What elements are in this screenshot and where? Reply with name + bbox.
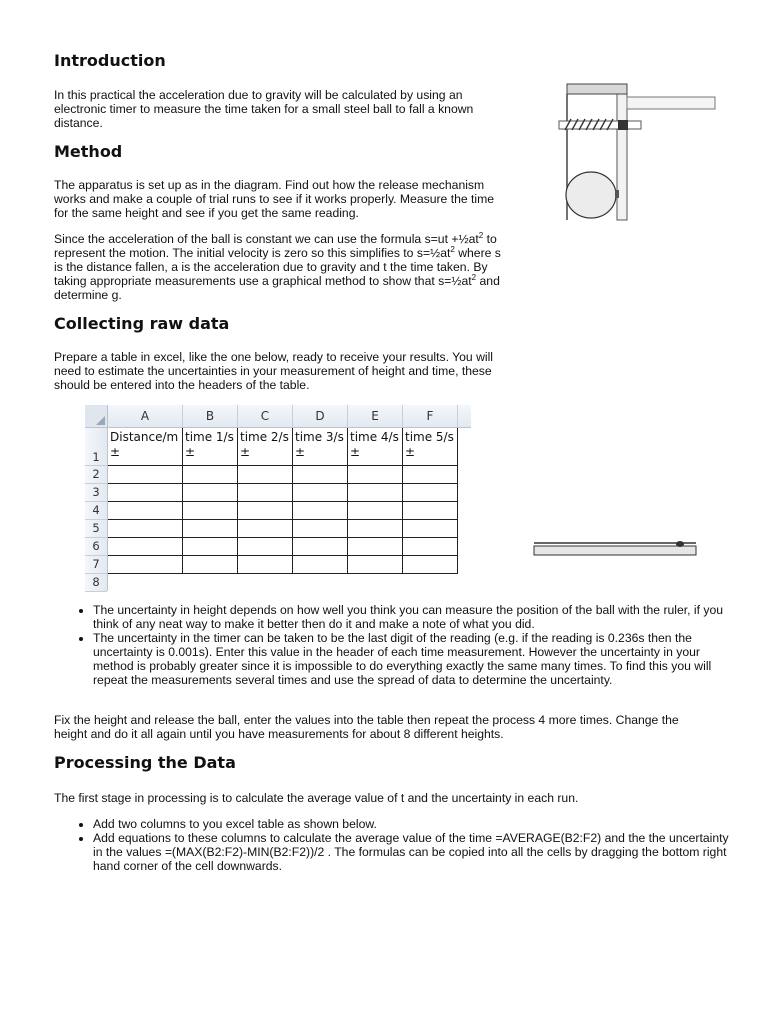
column-header-e[interactable]: E [348, 405, 403, 427]
spreadsheet-cell[interactable] [348, 556, 403, 574]
list-item: • Add two columns to you excel table as shown below. [93, 817, 738, 831]
spreadsheet-cell[interactable] [348, 484, 403, 502]
horizontal-arm [627, 97, 715, 109]
spreadsheet-cell[interactable] [238, 484, 293, 502]
raw-data-bullets [75, 603, 738, 687]
row-header-5[interactable]: 5 [85, 520, 107, 538]
spreadsheet-cell[interactable] [348, 466, 403, 484]
header-cell-time-5[interactable]: time 5/s ± [403, 428, 458, 466]
row-header-6[interactable]: 6 [85, 538, 107, 556]
introduction-paragraph: In this practical the acceleration due to gravity will be calculated by using an electronic timer to measure the time taken for a small steel ball to fall a known distance. [54, 88, 474, 130]
spreadsheet-cell[interactable] [183, 538, 238, 556]
spreadsheet-cell[interactable] [238, 538, 293, 556]
select-all-corner[interactable] [85, 405, 108, 428]
spreadsheet-cell[interactable] [183, 520, 238, 538]
spreadsheet-cell[interactable] [183, 466, 238, 484]
spreadsheet-cell[interactable] [293, 484, 348, 502]
spreadsheet-cell[interactable] [348, 538, 403, 556]
header-cell-time-2[interactable]: time 2/s ± [238, 428, 293, 466]
spreadsheet-cell[interactable] [183, 502, 238, 520]
spreadsheet-cell[interactable] [403, 538, 458, 556]
spreadsheet-cell[interactable] [238, 520, 293, 538]
release-catch [618, 120, 628, 130]
header-cell-distance[interactable]: Distance/m ± [108, 428, 183, 466]
column-header-c[interactable]: C [238, 405, 293, 427]
spreadsheet-cell[interactable] [293, 502, 348, 520]
spreadsheet-cell[interactable] [183, 556, 238, 574]
processing-paragraph: The first stage in processing is to calculate the average value of t and the uncertainty in each run. [54, 791, 579, 805]
spreadsheet-table [85, 405, 471, 591]
row-header-8[interactable]: 8 [85, 574, 107, 592]
apparatus-diagram [555, 80, 720, 222]
header-cell-time-4[interactable]: time 4/s ± [348, 428, 403, 466]
processing-bullets [75, 817, 738, 873]
spreadsheet-cell[interactable] [293, 520, 348, 538]
row-header-4[interactable]: 4 [85, 502, 107, 520]
row-header-2[interactable]: 2 [85, 466, 107, 484]
spreadsheet-cell[interactable] [108, 556, 183, 574]
column-header-f[interactable]: F [403, 405, 458, 427]
spreadsheet-cell[interactable] [108, 484, 183, 502]
header-cell-time-3[interactable]: time 3/s ± [293, 428, 348, 466]
spreadsheet-cell[interactable] [348, 520, 403, 538]
column-header-d[interactable]: D [293, 405, 348, 427]
spreadsheet-cell[interactable] [108, 538, 183, 556]
spreadsheet-cell[interactable] [403, 520, 458, 538]
clamp-block [567, 84, 627, 94]
column-header-a[interactable]: A [108, 405, 183, 427]
processing-heading: Processing the Data [54, 753, 236, 772]
raw-data-paragraph: Prepare a table in excel, like the one below, ready to receive your results. You will need to estimate the uncertainties in your measurement of height and time, these should be entered into the headers of the table. [54, 350, 493, 392]
raw-data-paragraph-2: Fix the height and release the ball, enter the values into the table then repeat the process 4 more times. Change the height and do it all again until you have measurements for about 8 different heights. [54, 713, 679, 741]
spreadsheet-cell[interactable] [403, 502, 458, 520]
spreadsheet-cell[interactable] [108, 574, 183, 592]
steel-ball [566, 172, 616, 218]
spreadsheet-cell[interactable] [293, 538, 348, 556]
spreadsheet-cell[interactable] [403, 466, 458, 484]
release-rod [559, 121, 641, 129]
trapdoor-hinge [676, 541, 684, 547]
spreadsheet-cell[interactable] [293, 466, 348, 484]
spreadsheet-cell[interactable] [348, 574, 403, 592]
list-item: • Add equations to these columns to calculate the average value of the time =AVERAGE(B2:F2) and the the uncertainty in the values =(MAX(B2:F2)-MIN(B2:F2))/2 . The formulas can be copied into all the cells by dragging the bottom right hand corner of the cell downwards. [93, 831, 738, 873]
stand-post [617, 92, 627, 220]
list-item: • The uncertainty in the timer can be taken to be the last digit of the reading (e.g. if the reading is 0.236s then the uncertainty is 0.001s). Enter this value in the header of each time measurement. However the uncertainty in your method is probably greater since it is impossible to do everything exactly the same many times. To find this you will repeat the measurements several times and use the spread of data to determine the uncertainty. [93, 631, 738, 687]
method-paragraph-2: Since the acceleration of the ball is constant we can use the formula $s=ut +\frac{1}{2}at^2$ to represent the motion. The initial velocity is zero so this simplifies to $s=\frac{1}{2}at^2$ where s is the distance fallen, a is the acceleration due to gravity and t the time taken. By taking appropriate measurements use a graphical method to show that $s=\frac{1}{2}at^2$ and determine g. [54, 231, 501, 302]
raw-data-heading: Collecting raw data [54, 314, 230, 333]
spreadsheet-cell[interactable] [183, 574, 238, 592]
introduction-heading: Introduction [54, 51, 166, 70]
method-heading: Method [54, 142, 123, 161]
list-item: • The uncertainty in height depends on how well you think you can measure the position of the ball with the ruler, if you think of any neat way to make it better then do it and make a note of what you did. [93, 603, 738, 631]
spreadsheet-cell[interactable] [403, 574, 458, 592]
spreadsheet-cell[interactable] [238, 502, 293, 520]
row-header-7[interactable]: 7 [85, 556, 107, 574]
spreadsheet-cell[interactable] [238, 574, 293, 592]
header-cell-time-1[interactable]: time 1/s ± [183, 428, 238, 466]
spreadsheet-cell[interactable] [403, 556, 458, 574]
spreadsheet-cell[interactable] [108, 502, 183, 520]
spreadsheet-cell[interactable] [293, 574, 348, 592]
spreadsheet-cell[interactable] [348, 502, 403, 520]
spreadsheet-cell[interactable] [108, 520, 183, 538]
method-paragraph-1: The apparatus is set up as in the diagram. Find out how the release mechanism works and make a couple of trial runs to see if it works properly. Measure the time for the same height and see if you get the same reading. [54, 178, 495, 220]
row-header-1[interactable]: 1 [85, 428, 107, 466]
trapdoor-diagram [530, 535, 702, 559]
column-header-b[interactable]: B [183, 405, 238, 427]
spreadsheet-cell[interactable] [238, 466, 293, 484]
row-header-3[interactable]: 3 [85, 484, 107, 502]
spreadsheet-cell[interactable] [293, 556, 348, 574]
spreadsheet-cell[interactable] [238, 556, 293, 574]
spreadsheet-cell[interactable] [108, 466, 183, 484]
trapdoor-plate [534, 546, 696, 555]
spreadsheet-cell[interactable] [183, 484, 238, 502]
spreadsheet-cell[interactable] [403, 484, 458, 502]
